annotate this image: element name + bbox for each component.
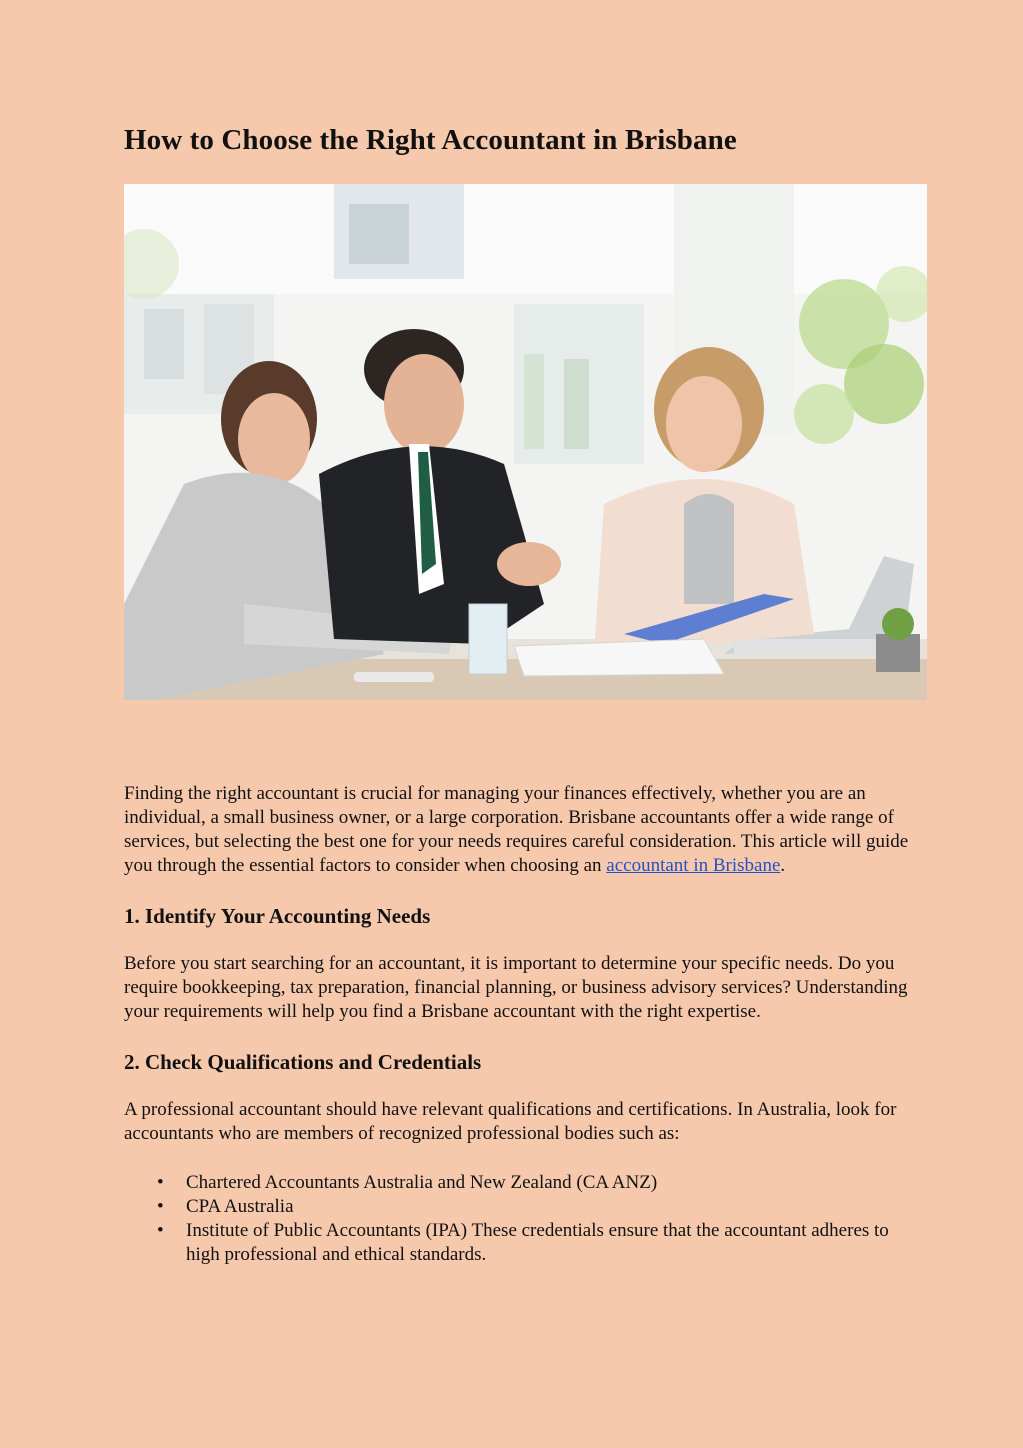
list-item: • Institute of Public Accountants (IPA) These credentials ensure that the accountant adheres to high professional and ethical standards. [186, 1219, 914, 1267]
section-body-1: Before you start searching for an accountant, it is important to determine your specific needs. Do you require bookkeeping, tax preparation, financial planning, or business advisory services? Understanding your requirements will help you find a Brisbane accountant with the right expertise. [124, 953, 908, 1022]
article-body [124, 782, 914, 1267]
section-body-2: A professional accountant should have relevant qualifications and certifications. In Australia, look for accountants who are members of recognized professional bodies such as: [124, 1099, 897, 1144]
list-item: • Chartered Accountants Australia and New Zealand (CA ANZ) [186, 1171, 914, 1195]
section-heading-2: 2. Check Qualifications and Credentials [124, 1050, 482, 1074]
section-heading-1: 1. Identify Your Accounting Needs [124, 904, 431, 928]
intro-text: Finding the right accountant is crucial for managing your finances effectively, whether you are an individual, a small business owner, or a large corporation. Brisbane accountants offer a wide range of services, but selecting the best one for your needs requires careful consideration. This article will guide you through the essential factors to consider when choosing an [124, 783, 909, 876]
office-meeting-photo [124, 184, 927, 700]
article-title: How to Choose the Right Accountant in Brisbane [124, 124, 737, 156]
accountant-in-brisbane-link[interactable]: accountant in Brisbane [606, 855, 781, 876]
credentials-list [124, 1171, 914, 1267]
intro-paragraph [124, 782, 914, 878]
list-item: • CPA Australia [186, 1195, 914, 1219]
intro-text-end: . [780, 855, 786, 876]
